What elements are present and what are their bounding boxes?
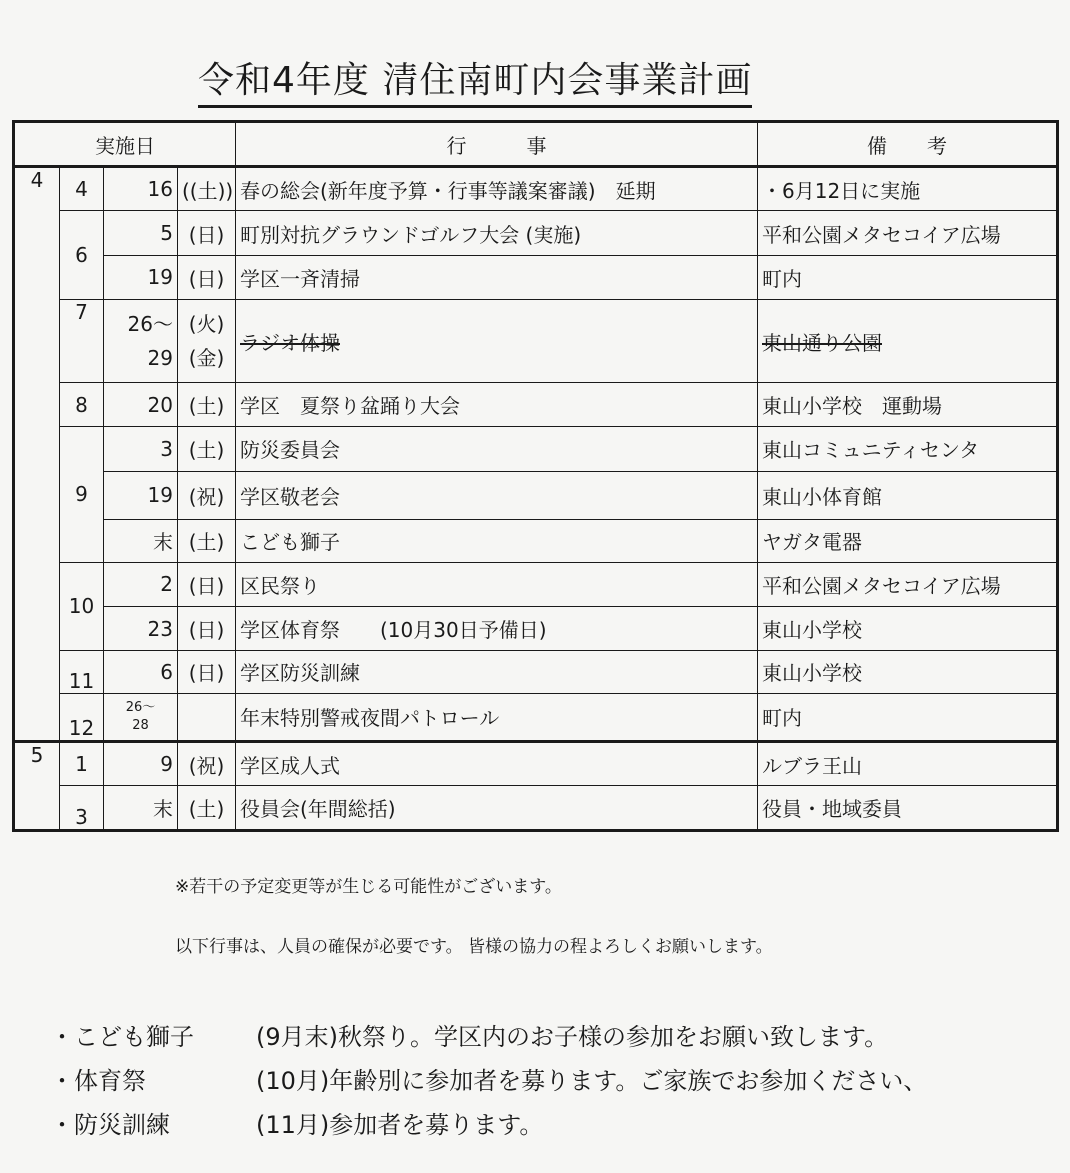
schedule-table bbox=[12, 120, 1059, 832]
list-item-text: (10月)年齢別に参加者を募ります。ご家族でお参加ください、 bbox=[256, 1066, 928, 1095]
event-cell: 学区一斉清掃 bbox=[236, 255, 758, 299]
table-row bbox=[14, 300, 1058, 383]
note-cell: ・6月12日に実施 bbox=[758, 167, 1058, 211]
list-item bbox=[50, 1056, 927, 1100]
day-cell: 2 bbox=[104, 562, 178, 606]
day-end: 29 bbox=[147, 346, 173, 371]
table-row bbox=[14, 562, 1058, 606]
event-cell: 防災委員会 bbox=[236, 427, 758, 471]
list-item-label: ・体育祭 bbox=[50, 1066, 146, 1095]
note-cell: 平和公園メタセコイア広場 bbox=[758, 562, 1058, 606]
table-row bbox=[14, 786, 1058, 831]
note-cell: 東山小学校 bbox=[758, 606, 1058, 650]
list-item bbox=[50, 1012, 927, 1056]
list-item bbox=[50, 1100, 927, 1144]
day-cell: 19 bbox=[104, 471, 178, 519]
weekday-cell: (土) bbox=[178, 520, 236, 562]
day-cell: 末 bbox=[104, 520, 178, 562]
weekday-cell: (日) bbox=[178, 606, 236, 650]
table-row bbox=[14, 382, 1058, 426]
year-cell: 4 bbox=[14, 167, 60, 742]
table-row bbox=[14, 606, 1058, 650]
event-cell: 年末特別警戒夜間パトロール bbox=[236, 693, 758, 741]
event-cell: 役員会(年間総括) bbox=[236, 786, 758, 831]
event-cancelled: ラジオ体操 bbox=[240, 330, 340, 355]
weekday-cell: (土) bbox=[178, 427, 236, 471]
month-cell: 3 bbox=[60, 786, 104, 831]
day-cell: 20 bbox=[104, 382, 178, 426]
note-cell: 東山コミュニティセンタ bbox=[758, 427, 1058, 471]
weekday-cell: (土) bbox=[178, 786, 236, 831]
table-row bbox=[14, 255, 1058, 299]
event-cell: 学区成人式 bbox=[236, 742, 758, 786]
weekday-cell: (土) bbox=[178, 382, 236, 426]
table-row bbox=[14, 167, 1058, 211]
table-row bbox=[14, 211, 1058, 255]
note-cell: 平和公園メタセコイア広場 bbox=[758, 211, 1058, 255]
month-cell: 9 bbox=[60, 427, 104, 562]
month-cell: 10 bbox=[60, 562, 104, 651]
day-cell: 19 bbox=[104, 255, 178, 299]
event-cell: こども獅子 bbox=[236, 520, 758, 562]
month-cell: 8 bbox=[60, 382, 104, 426]
day-start: 26〜 bbox=[127, 312, 173, 337]
day-cell: 5 bbox=[104, 211, 178, 255]
volunteer-list bbox=[50, 1012, 927, 1144]
note-cell: 町内 bbox=[758, 255, 1058, 299]
weekday-cell: (日) bbox=[178, 651, 236, 693]
event-cell: 学区防災訓練 bbox=[236, 651, 758, 693]
weekday-cell: (日) bbox=[178, 562, 236, 606]
weekday-cell: (日) bbox=[178, 211, 236, 255]
day-cell: 16 bbox=[104, 167, 178, 211]
note-cancelled: 東山通り公園 bbox=[762, 330, 882, 355]
note-cell: 役員・地域委員 bbox=[758, 786, 1058, 831]
month-cell: 4 bbox=[60, 167, 104, 211]
weekday-end: (金) bbox=[188, 346, 225, 371]
month-cell: 6 bbox=[60, 211, 104, 300]
header-date: 実施日 bbox=[14, 122, 236, 167]
day-cell: 23 bbox=[104, 606, 178, 650]
table-row bbox=[14, 693, 1058, 741]
day-cell: 9 bbox=[104, 742, 178, 786]
event-cell: 学区 夏祭り盆踊り大会 bbox=[236, 382, 758, 426]
list-item-text: (11月)参加者を募ります。 bbox=[256, 1110, 544, 1139]
weekday-cell: (日) bbox=[178, 255, 236, 299]
notice-schedule-change: ※若干の予定変更等が生じる可能性がございます。 bbox=[175, 877, 562, 897]
table-row bbox=[14, 520, 1058, 562]
event-cell: 学区体育祭 (10月30日予備日) bbox=[236, 606, 758, 650]
list-item-label: ・防災訓練 bbox=[50, 1110, 170, 1139]
table-row bbox=[14, 651, 1058, 693]
day-cell: 末 bbox=[104, 786, 178, 831]
note-cell: 東山小体育館 bbox=[758, 471, 1058, 519]
weekday-cell bbox=[178, 693, 236, 741]
note-cell: ルブラ王山 bbox=[758, 742, 1058, 786]
day-cell: 6 bbox=[104, 651, 178, 693]
list-item-text: (9月末)秋祭り。学区内のお子様の参加をお願い致します。 bbox=[256, 1022, 889, 1051]
table-row bbox=[14, 742, 1058, 786]
note-cell: 町内 bbox=[758, 693, 1058, 741]
header-event: 行 事 bbox=[236, 122, 758, 167]
year-cell: 5 bbox=[14, 742, 60, 831]
month-cell: 1 bbox=[60, 742, 104, 786]
event-cell: 町別対抗グラウンドゴルフ大会 (実施) bbox=[236, 211, 758, 255]
note-cell: 東山小学校 bbox=[758, 651, 1058, 693]
event-cell: 区民祭り bbox=[236, 562, 758, 606]
table-row bbox=[14, 471, 1058, 519]
day-cell: 3 bbox=[104, 427, 178, 471]
weekday-cell: (祝) bbox=[178, 471, 236, 519]
event-cell: 学区敬老会 bbox=[236, 471, 758, 519]
month-cell: 12 bbox=[60, 693, 104, 741]
table-row bbox=[14, 427, 1058, 471]
table-header-row bbox=[14, 122, 1058, 167]
day-start: 26〜 bbox=[125, 699, 156, 715]
weekday-cell: ((土)) bbox=[178, 167, 236, 211]
month-cell: 7 bbox=[60, 300, 104, 383]
weekday-start: (火) bbox=[188, 312, 225, 337]
event-cell: 春の総会(新年度予算・行事等議案審議) 延期 bbox=[236, 167, 758, 211]
header-note: 備 考 bbox=[758, 122, 1058, 167]
month-cell: 11 bbox=[60, 651, 104, 693]
notice-volunteers: 以下行事は、人員の確保が必要です。 皆様の協力の程よろしくお願いします。 bbox=[175, 937, 773, 957]
weekday-cell: (祝) bbox=[178, 742, 236, 786]
note-cell: ヤガタ電器 bbox=[758, 520, 1058, 562]
day-end: 28 bbox=[132, 717, 149, 733]
page-title: 令和4年度 清住南町内会事業計画 bbox=[198, 52, 752, 108]
note-cell: 東山小学校 運動場 bbox=[758, 382, 1058, 426]
list-item-label: ・こども獅子 bbox=[50, 1022, 194, 1051]
